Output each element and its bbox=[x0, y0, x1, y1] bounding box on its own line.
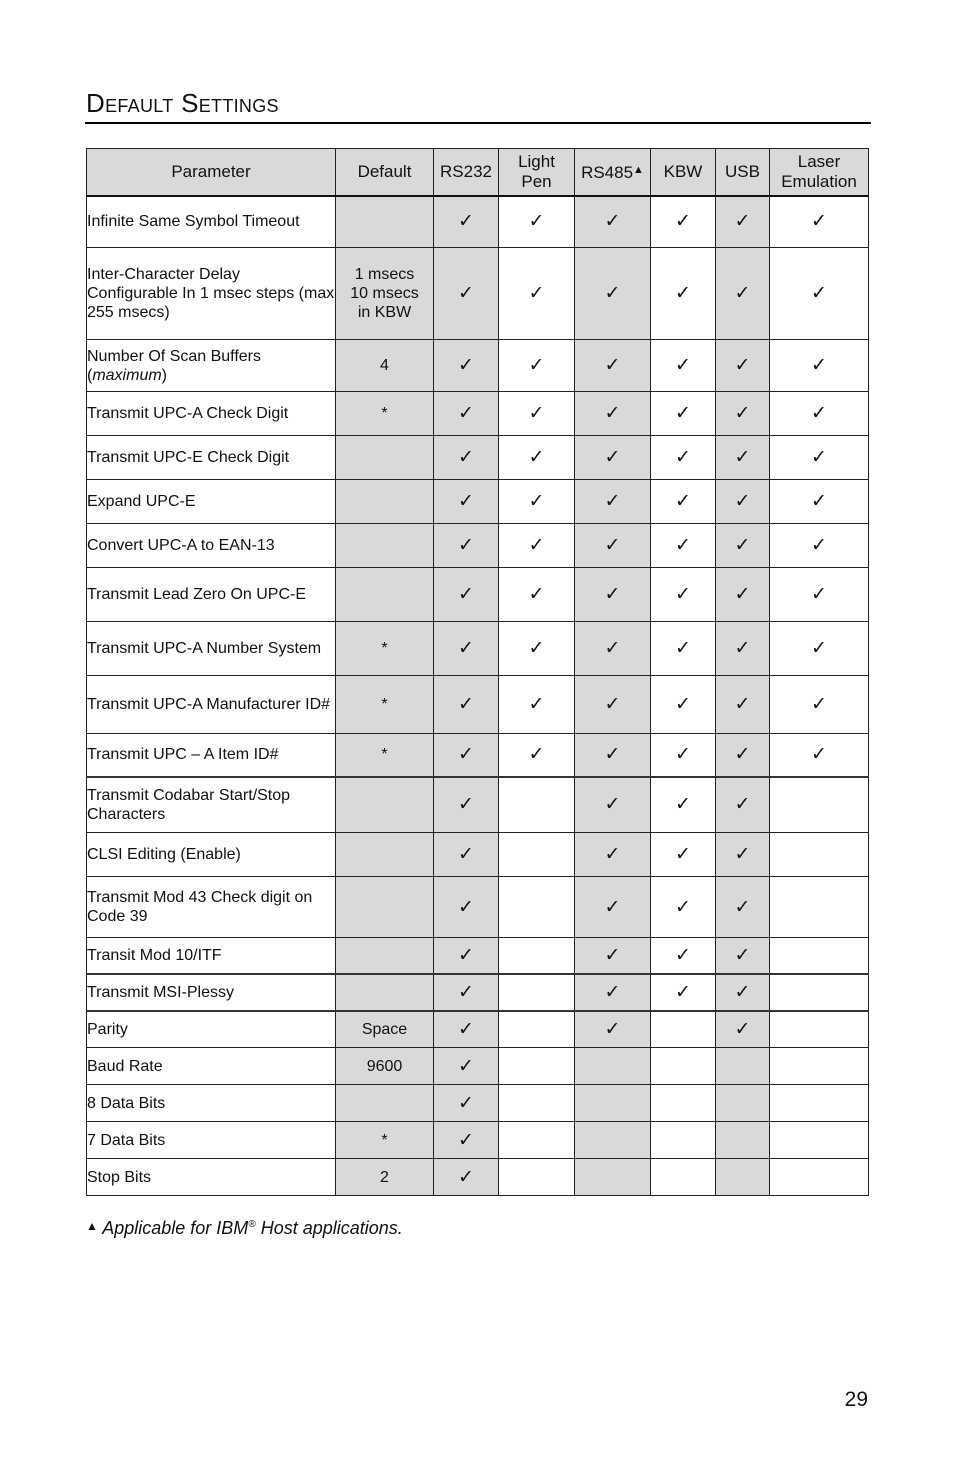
check-icon: ✓ bbox=[604, 843, 621, 865]
check-cell-rs485 bbox=[575, 777, 651, 833]
table-row bbox=[87, 777, 869, 833]
table-row bbox=[87, 676, 869, 734]
check-cell-usb bbox=[716, 833, 770, 877]
parameter-cell: Transit Mod 10/ITF bbox=[87, 938, 336, 974]
parameter-cell: Parity bbox=[87, 1011, 336, 1048]
check-cell-usb bbox=[716, 777, 770, 833]
parameter-cell: Transmit UPC-A Manufacturer ID# bbox=[87, 676, 336, 734]
check-icon: ✓ bbox=[528, 282, 545, 304]
header-laser-emulation: Laser Emulation bbox=[770, 149, 869, 196]
check-icon: ✓ bbox=[811, 637, 827, 659]
check-cell-rs485 bbox=[575, 340, 651, 392]
table-row bbox=[87, 1159, 869, 1196]
check-cell-usb bbox=[716, 877, 770, 938]
default-cell: * bbox=[336, 676, 434, 734]
check-cell-light-pen bbox=[499, 480, 575, 524]
check-icon: ✓ bbox=[675, 943, 691, 966]
header-parameter: Parameter bbox=[87, 149, 336, 196]
check-cell-kbw bbox=[651, 392, 716, 436]
check-cell-rs485 bbox=[575, 480, 651, 524]
check-icon: ✓ bbox=[528, 354, 545, 376]
check-cell-rs485 bbox=[575, 734, 651, 777]
check-icon: ✓ bbox=[811, 354, 827, 376]
check-cell-laser bbox=[770, 340, 869, 392]
check-icon: ✓ bbox=[675, 583, 691, 605]
check-cell-rs232 bbox=[434, 436, 499, 480]
check-icon: ✓ bbox=[675, 693, 691, 715]
check-icon: ✓ bbox=[604, 210, 621, 233]
page-title: Default Settings bbox=[86, 88, 279, 118]
check-cell-laser bbox=[770, 974, 869, 1011]
check-cell-kbw bbox=[651, 622, 716, 676]
check-icon: ✓ bbox=[811, 402, 827, 424]
check-cell-usb bbox=[716, 734, 770, 777]
check-cell-rs232 bbox=[434, 777, 499, 833]
check-icon: ✓ bbox=[675, 354, 691, 376]
check-icon: ✓ bbox=[604, 1017, 621, 1040]
check-cell-rs485 bbox=[575, 938, 651, 974]
table-row bbox=[87, 340, 869, 392]
check-icon: ✓ bbox=[811, 446, 827, 468]
default-cell bbox=[336, 524, 434, 568]
check-cell-kbw bbox=[651, 877, 716, 938]
default-cell: 1 msecs 10 msecs in KBW bbox=[336, 248, 434, 340]
check-cell-rs232 bbox=[434, 524, 499, 568]
check-cell-laser bbox=[770, 1048, 869, 1085]
check-icon: ✓ bbox=[528, 402, 545, 424]
parameter-cell: Baud Rate bbox=[87, 1048, 336, 1085]
header-kbw: KBW bbox=[651, 149, 716, 196]
parameter-cell: Inter-Character Delay Configurable In 1 msec steps (max 255 msecs) bbox=[87, 248, 336, 340]
check-cell-laser bbox=[770, 480, 869, 524]
check-icon: ✓ bbox=[734, 637, 751, 659]
header-rs232: RS232 bbox=[434, 149, 499, 196]
check-cell-usb bbox=[716, 676, 770, 734]
default-cell: * bbox=[336, 622, 434, 676]
check-icon: ✓ bbox=[528, 446, 545, 468]
check-icon: ✓ bbox=[734, 843, 751, 865]
check-cell-rs232 bbox=[434, 1085, 499, 1122]
check-icon: ✓ bbox=[458, 1091, 474, 1114]
check-cell-kbw bbox=[651, 1085, 716, 1122]
check-icon: ✓ bbox=[604, 534, 621, 556]
default-cell bbox=[336, 938, 434, 974]
check-cell-usb bbox=[716, 622, 770, 676]
table-row bbox=[87, 1085, 869, 1122]
check-cell-laser bbox=[770, 436, 869, 480]
table-row bbox=[87, 938, 869, 974]
check-cell-rs485 bbox=[575, 1085, 651, 1122]
check-cell-kbw bbox=[651, 196, 716, 248]
check-cell-usb bbox=[716, 938, 770, 974]
check-icon: ✓ bbox=[811, 534, 827, 556]
check-cell-light-pen bbox=[499, 974, 575, 1011]
check-cell-usb bbox=[716, 480, 770, 524]
title-rule bbox=[85, 122, 871, 124]
parameter-cell: Transmit MSI-Plessy bbox=[87, 974, 336, 1011]
check-cell-kbw bbox=[651, 480, 716, 524]
table-row bbox=[87, 248, 869, 340]
check-icon: ✓ bbox=[734, 354, 751, 376]
check-cell-kbw bbox=[651, 340, 716, 392]
check-cell-laser bbox=[770, 877, 869, 938]
check-cell-light-pen bbox=[499, 1159, 575, 1196]
header-usb: USB bbox=[716, 149, 770, 196]
check-cell-laser bbox=[770, 938, 869, 974]
check-cell-rs485 bbox=[575, 524, 651, 568]
check-cell-usb bbox=[716, 196, 770, 248]
check-icon: ✓ bbox=[604, 583, 621, 605]
check-cell-light-pen bbox=[499, 340, 575, 392]
parameter-cell: Infinite Same Symbol Timeout bbox=[87, 196, 336, 248]
check-icon: ✓ bbox=[458, 693, 474, 715]
parameter-cell: Convert UPC-A to EAN-13 bbox=[87, 524, 336, 568]
check-cell-usb bbox=[716, 568, 770, 622]
table-header-row bbox=[87, 149, 869, 196]
check-icon: ✓ bbox=[528, 637, 545, 659]
default-cell bbox=[336, 436, 434, 480]
check-cell-kbw bbox=[651, 524, 716, 568]
check-cell-rs232 bbox=[434, 248, 499, 340]
check-icon: ✓ bbox=[675, 210, 691, 233]
check-cell-rs485 bbox=[575, 436, 651, 480]
check-cell-rs232 bbox=[434, 1048, 499, 1085]
check-icon: ✓ bbox=[458, 943, 474, 966]
check-cell-rs485 bbox=[575, 1048, 651, 1085]
check-cell-light-pen bbox=[499, 938, 575, 974]
table-row bbox=[87, 877, 869, 938]
check-icon: ✓ bbox=[675, 843, 691, 865]
check-icon: ✓ bbox=[458, 534, 474, 556]
check-cell-rs232 bbox=[434, 480, 499, 524]
check-icon: ✓ bbox=[604, 895, 621, 918]
check-cell-light-pen bbox=[499, 1122, 575, 1159]
check-icon: ✓ bbox=[528, 490, 545, 512]
check-icon: ✓ bbox=[604, 446, 621, 468]
check-cell-usb bbox=[716, 436, 770, 480]
default-settings-table bbox=[86, 148, 869, 1196]
check-icon: ✓ bbox=[458, 1128, 474, 1151]
check-icon: ✓ bbox=[734, 402, 751, 424]
check-cell-rs485 bbox=[575, 974, 651, 1011]
default-cell: Space bbox=[336, 1011, 434, 1048]
check-icon: ✓ bbox=[734, 282, 751, 304]
check-icon: ✓ bbox=[811, 210, 827, 233]
check-cell-rs485 bbox=[575, 568, 651, 622]
check-cell-rs232 bbox=[434, 340, 499, 392]
table-row bbox=[87, 1011, 869, 1048]
check-cell-light-pen bbox=[499, 1048, 575, 1085]
check-cell-kbw bbox=[651, 1159, 716, 1196]
check-cell-laser bbox=[770, 777, 869, 833]
check-icon: ✓ bbox=[458, 980, 474, 1003]
check-cell-kbw bbox=[651, 974, 716, 1011]
check-cell-usb bbox=[716, 1011, 770, 1048]
check-cell-laser bbox=[770, 1159, 869, 1196]
check-icon: ✓ bbox=[604, 354, 621, 376]
check-cell-laser bbox=[770, 833, 869, 877]
parameter-cell: Transmit UPC-A Check Digit bbox=[87, 392, 336, 436]
table-row bbox=[87, 974, 869, 1011]
parameter-cell: Transmit UPC – A Item ID# bbox=[87, 734, 336, 777]
check-cell-kbw bbox=[651, 248, 716, 340]
check-icon: ✓ bbox=[458, 1165, 474, 1188]
table-row bbox=[87, 480, 869, 524]
check-icon: ✓ bbox=[528, 743, 545, 766]
check-cell-light-pen bbox=[499, 196, 575, 248]
check-cell-usb bbox=[716, 1159, 770, 1196]
check-icon: ✓ bbox=[734, 534, 751, 556]
check-cell-kbw bbox=[651, 777, 716, 833]
check-cell-rs232 bbox=[434, 568, 499, 622]
footnote: ▲ Applicable for IBM® Host applications. bbox=[86, 1218, 403, 1238]
check-icon: ✓ bbox=[675, 743, 691, 766]
check-cell-light-pen bbox=[499, 1011, 575, 1048]
check-icon: ✓ bbox=[604, 980, 621, 1003]
check-cell-rs485 bbox=[575, 392, 651, 436]
check-cell-rs232 bbox=[434, 877, 499, 938]
check-icon: ✓ bbox=[604, 490, 621, 512]
rs485-marker: ▲ bbox=[633, 164, 644, 177]
check-cell-rs232 bbox=[434, 833, 499, 877]
check-icon: ✓ bbox=[734, 793, 751, 816]
parameter-cell: 8 Data Bits bbox=[87, 1085, 336, 1122]
check-cell-rs485 bbox=[575, 833, 651, 877]
check-icon: ✓ bbox=[675, 895, 691, 918]
check-icon: ✓ bbox=[811, 743, 827, 766]
check-icon: ✓ bbox=[604, 943, 621, 966]
check-cell-light-pen bbox=[499, 436, 575, 480]
check-icon: ✓ bbox=[675, 637, 691, 659]
check-icon: ✓ bbox=[604, 402, 621, 424]
default-cell bbox=[336, 196, 434, 248]
check-icon: ✓ bbox=[458, 210, 474, 233]
default-cell: * bbox=[336, 392, 434, 436]
check-cell-rs485 bbox=[575, 196, 651, 248]
check-cell-rs232 bbox=[434, 974, 499, 1011]
check-icon: ✓ bbox=[458, 743, 474, 766]
check-cell-rs485 bbox=[575, 676, 651, 734]
table-row bbox=[87, 568, 869, 622]
parameter-cell: Stop Bits bbox=[87, 1159, 336, 1196]
check-icon: ✓ bbox=[675, 282, 691, 304]
parameter-cell: Number Of Scan Buffers (maximum) bbox=[87, 340, 336, 392]
default-cell bbox=[336, 974, 434, 1011]
default-cell bbox=[336, 877, 434, 938]
check-cell-usb bbox=[716, 340, 770, 392]
check-cell-rs232 bbox=[434, 1011, 499, 1048]
check-cell-laser bbox=[770, 1122, 869, 1159]
header-light-pen: Light Pen bbox=[499, 149, 575, 196]
check-cell-kbw bbox=[651, 568, 716, 622]
check-icon: ✓ bbox=[458, 583, 474, 605]
footnote-marker: ▲ bbox=[86, 1219, 98, 1233]
check-cell-rs232 bbox=[434, 676, 499, 734]
check-cell-laser bbox=[770, 734, 869, 777]
check-icon: ✓ bbox=[734, 446, 751, 468]
check-cell-laser bbox=[770, 1085, 869, 1122]
check-cell-light-pen bbox=[499, 392, 575, 436]
check-cell-laser bbox=[770, 196, 869, 248]
check-cell-kbw bbox=[651, 1122, 716, 1159]
default-cell: * bbox=[336, 1122, 434, 1159]
parameter-cell: Transmit Lead Zero On UPC-E bbox=[87, 568, 336, 622]
check-cell-rs232 bbox=[434, 622, 499, 676]
parameter-cell: Transmit Codabar Start/Stop Characters bbox=[87, 777, 336, 833]
check-icon: ✓ bbox=[811, 282, 827, 304]
header-default: Default bbox=[336, 149, 434, 196]
table-row bbox=[87, 392, 869, 436]
parameter-cell: Transmit Mod 43 Check digit on Code 39 bbox=[87, 877, 336, 938]
check-cell-rs232 bbox=[434, 1122, 499, 1159]
check-cell-kbw bbox=[651, 1011, 716, 1048]
check-icon: ✓ bbox=[458, 843, 474, 865]
check-icon: ✓ bbox=[675, 402, 691, 424]
check-cell-light-pen bbox=[499, 568, 575, 622]
check-icon: ✓ bbox=[528, 210, 545, 233]
check-icon: ✓ bbox=[734, 743, 751, 766]
check-icon: ✓ bbox=[675, 793, 691, 816]
check-cell-rs232 bbox=[434, 938, 499, 974]
check-cell-laser bbox=[770, 1011, 869, 1048]
parameter-cell: Transmit UPC-A Number System bbox=[87, 622, 336, 676]
check-cell-light-pen bbox=[499, 248, 575, 340]
check-cell-rs485 bbox=[575, 877, 651, 938]
check-cell-light-pen bbox=[499, 777, 575, 833]
check-cell-light-pen bbox=[499, 734, 575, 777]
check-cell-rs485 bbox=[575, 1122, 651, 1159]
parameter-cell: 7 Data Bits bbox=[87, 1122, 336, 1159]
parameter-cell: Expand UPC-E bbox=[87, 480, 336, 524]
table-row bbox=[87, 833, 869, 877]
check-icon: ✓ bbox=[811, 490, 827, 512]
parameter-cell: Transmit UPC-E Check Digit bbox=[87, 436, 336, 480]
default-cell bbox=[336, 833, 434, 877]
table-row bbox=[87, 436, 869, 480]
check-icon: ✓ bbox=[458, 1054, 474, 1077]
default-cell: 2 bbox=[336, 1159, 434, 1196]
check-icon: ✓ bbox=[604, 637, 621, 659]
default-cell: 9600 bbox=[336, 1048, 434, 1085]
default-cell bbox=[336, 777, 434, 833]
check-cell-kbw bbox=[651, 676, 716, 734]
check-icon: ✓ bbox=[734, 583, 751, 605]
check-icon: ✓ bbox=[458, 402, 474, 424]
default-cell: * bbox=[336, 734, 434, 777]
check-cell-rs232 bbox=[434, 392, 499, 436]
check-cell-rs485 bbox=[575, 1011, 651, 1048]
check-cell-light-pen bbox=[499, 1085, 575, 1122]
check-cell-kbw bbox=[651, 1048, 716, 1085]
check-icon: ✓ bbox=[458, 895, 474, 918]
check-icon: ✓ bbox=[458, 354, 474, 376]
table-row bbox=[87, 196, 869, 248]
check-cell-usb bbox=[716, 524, 770, 568]
check-cell-rs485 bbox=[575, 622, 651, 676]
check-cell-light-pen bbox=[499, 833, 575, 877]
check-icon: ✓ bbox=[528, 534, 545, 556]
check-icon: ✓ bbox=[734, 980, 751, 1003]
check-cell-kbw bbox=[651, 938, 716, 974]
check-icon: ✓ bbox=[734, 943, 751, 966]
table-row bbox=[87, 1048, 869, 1085]
check-cell-light-pen bbox=[499, 524, 575, 568]
check-cell-rs232 bbox=[434, 196, 499, 248]
check-cell-usb bbox=[716, 1122, 770, 1159]
table-row bbox=[87, 1122, 869, 1159]
check-cell-usb bbox=[716, 1048, 770, 1085]
check-icon: ✓ bbox=[734, 1017, 751, 1040]
check-icon: ✓ bbox=[528, 693, 545, 715]
check-icon: ✓ bbox=[675, 446, 691, 468]
check-icon: ✓ bbox=[811, 583, 827, 605]
check-cell-laser bbox=[770, 676, 869, 734]
check-icon: ✓ bbox=[458, 446, 474, 468]
default-cell bbox=[336, 1085, 434, 1122]
default-cell: 4 bbox=[336, 340, 434, 392]
check-icon: ✓ bbox=[458, 793, 474, 816]
check-cell-laser bbox=[770, 622, 869, 676]
check-cell-kbw bbox=[651, 436, 716, 480]
check-cell-usb bbox=[716, 1085, 770, 1122]
check-icon: ✓ bbox=[604, 743, 621, 766]
check-cell-kbw bbox=[651, 833, 716, 877]
table-row bbox=[87, 622, 869, 676]
check-icon: ✓ bbox=[734, 693, 751, 715]
header-rs485: RS485▲ bbox=[575, 149, 651, 196]
check-cell-rs485 bbox=[575, 248, 651, 340]
check-cell-light-pen bbox=[499, 877, 575, 938]
check-cell-usb bbox=[716, 974, 770, 1011]
default-cell bbox=[336, 480, 434, 524]
check-cell-kbw bbox=[651, 734, 716, 777]
check-cell-usb bbox=[716, 248, 770, 340]
default-cell bbox=[336, 568, 434, 622]
check-icon: ✓ bbox=[734, 490, 751, 512]
check-icon: ✓ bbox=[675, 980, 691, 1003]
check-icon: ✓ bbox=[458, 637, 474, 659]
page-number: 29 bbox=[844, 1388, 868, 1411]
check-icon: ✓ bbox=[604, 693, 621, 715]
check-icon: ✓ bbox=[604, 793, 621, 816]
check-icon: ✓ bbox=[675, 534, 691, 556]
check-icon: ✓ bbox=[675, 490, 691, 512]
check-cell-rs232 bbox=[434, 734, 499, 777]
check-icon: ✓ bbox=[528, 583, 545, 605]
check-cell-laser bbox=[770, 568, 869, 622]
check-cell-rs485 bbox=[575, 1159, 651, 1196]
table-row bbox=[87, 524, 869, 568]
check-icon: ✓ bbox=[458, 490, 474, 512]
check-icon: ✓ bbox=[811, 693, 827, 715]
check-icon: ✓ bbox=[458, 1017, 474, 1040]
check-cell-light-pen bbox=[499, 622, 575, 676]
check-icon: ✓ bbox=[734, 895, 751, 918]
check-icon: ✓ bbox=[458, 282, 474, 304]
check-cell-laser bbox=[770, 392, 869, 436]
check-cell-rs232 bbox=[434, 1159, 499, 1196]
table-row bbox=[87, 734, 869, 777]
check-cell-light-pen bbox=[499, 676, 575, 734]
check-icon: ✓ bbox=[604, 282, 621, 304]
check-cell-laser bbox=[770, 524, 869, 568]
check-icon: ✓ bbox=[734, 210, 751, 233]
check-cell-usb bbox=[716, 392, 770, 436]
check-cell-laser bbox=[770, 248, 869, 340]
parameter-cell: CLSI Editing (Enable) bbox=[87, 833, 336, 877]
